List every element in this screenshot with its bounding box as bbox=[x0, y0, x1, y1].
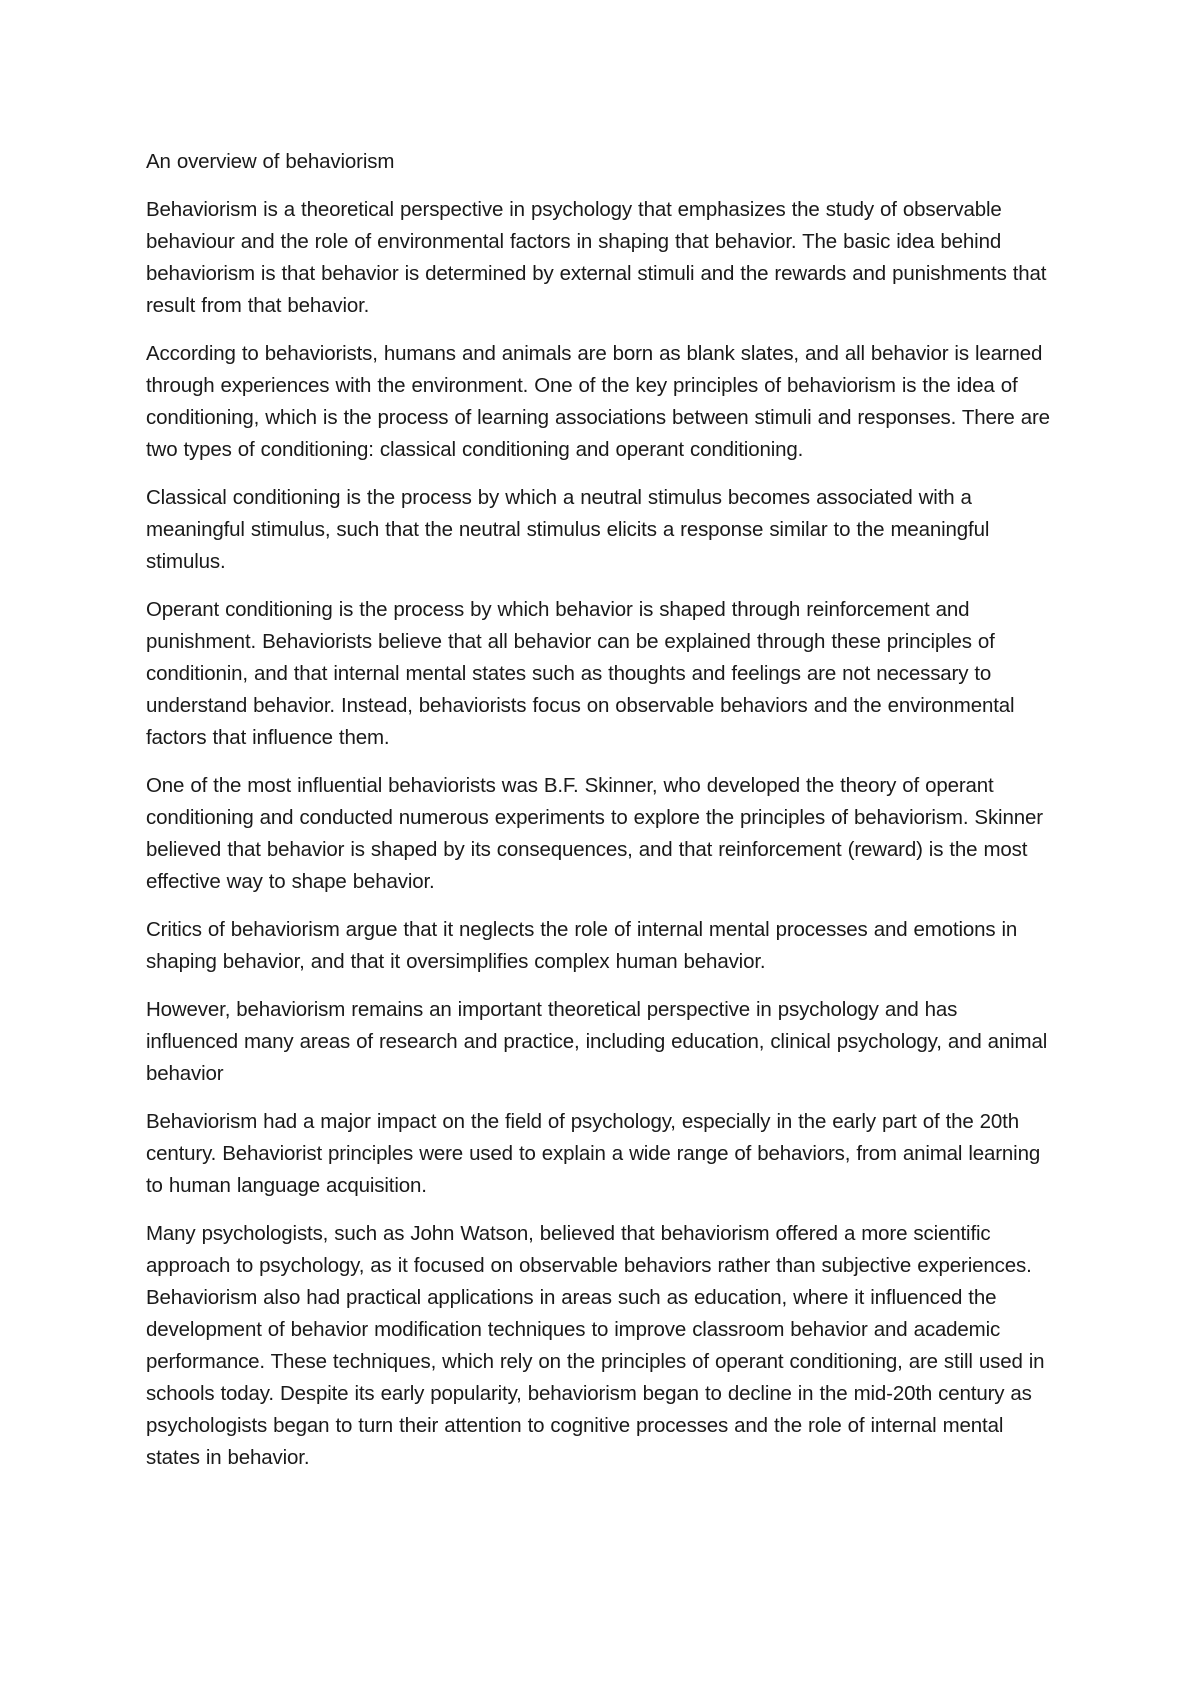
paragraph-intro: Behaviorism is a theoretical perspective in psychology that emphasizes the study of observable behaviour and the role of environmental factors in shaping that behavior. The basic idea behind behaviorism is that behavior is determined by external stimuli and the rewards and punishments that result from that behavior. bbox=[146, 198, 1047, 317]
paragraph-critics: Critics of behaviorism argue that it neglects the role of internal mental processes and emotions in shaping behavior, and that it oversimplifies complex human behavior. bbox=[146, 918, 1018, 973]
paragraph-blank-slates: According to behaviorists, humans and animals are born as blank slates, and all behavior is learned through experiences with the environment. One of the key principles of behaviorism is the idea of conditioning, which is the process of learning associations between stimuli and responses. There are two types of conditioning: classical conditioning and operant conditioning. bbox=[146, 342, 1050, 461]
paragraph-classical-conditioning: Classical conditioning is the process by which a neutral stimulus becomes associated with a meaningful stimulus, such that the neutral stimulus elicits a response similar to the meaningful stimulus. bbox=[146, 486, 990, 573]
paragraph-skinner: One of the most influential behaviorists was B.F. Skinner, who developed the theory of operant conditioning and conducted numerous experiments to explore the principles of behaviorism. Skinner believed that behavior is shaped by its consequences, and that reinforcement (reward) is the most effective way to shape behavior. bbox=[146, 774, 1043, 893]
paragraph-watson: Many psychologists, such as John Watson, believed that behaviorism offered a more scientific approach to psychology, as it focused on observable behaviors rather than subjective experiences. Behaviorism also had practical applications in areas such as education, where it influenced the development of behavior modification techniques to improve classroom behavior and academic performance. These techniques, which rely on the principles of operant conditioning, are still used in schools today. Despite its early popularity, behaviorism began to decline in the mid-20th century as psychologists began to turn their attention to cognitive processes and the role of internal mental states in behavior. bbox=[146, 1222, 1045, 1469]
document-body bbox=[146, 146, 1050, 1474]
paragraph-impact: Behaviorism had a major impact on the field of psychology, especially in the early part of the 20th century. Behaviorist principles were used to explain a wide range of behaviors, from animal learning to human language acquisition. bbox=[146, 1110, 1041, 1197]
paragraph-operant-conditioning: Operant conditioning is the process by which behavior is shaped through reinforcement and punishment. Behaviorists believe that all behavior can be explained through these principles of conditionin, and that internal mental states such as thoughts and feelings are not necessary to understand behavior. Instead, behaviorists focus on observable behaviors and the environmental factors that influence them. bbox=[146, 598, 1015, 749]
paragraph-importance: However, behaviorism remains an important theoretical perspective in psychology and has influenced many areas of research and practice, including education, clinical psychology, and animal behavior bbox=[146, 998, 1048, 1085]
document-title: An overview of behaviorism bbox=[146, 150, 395, 173]
